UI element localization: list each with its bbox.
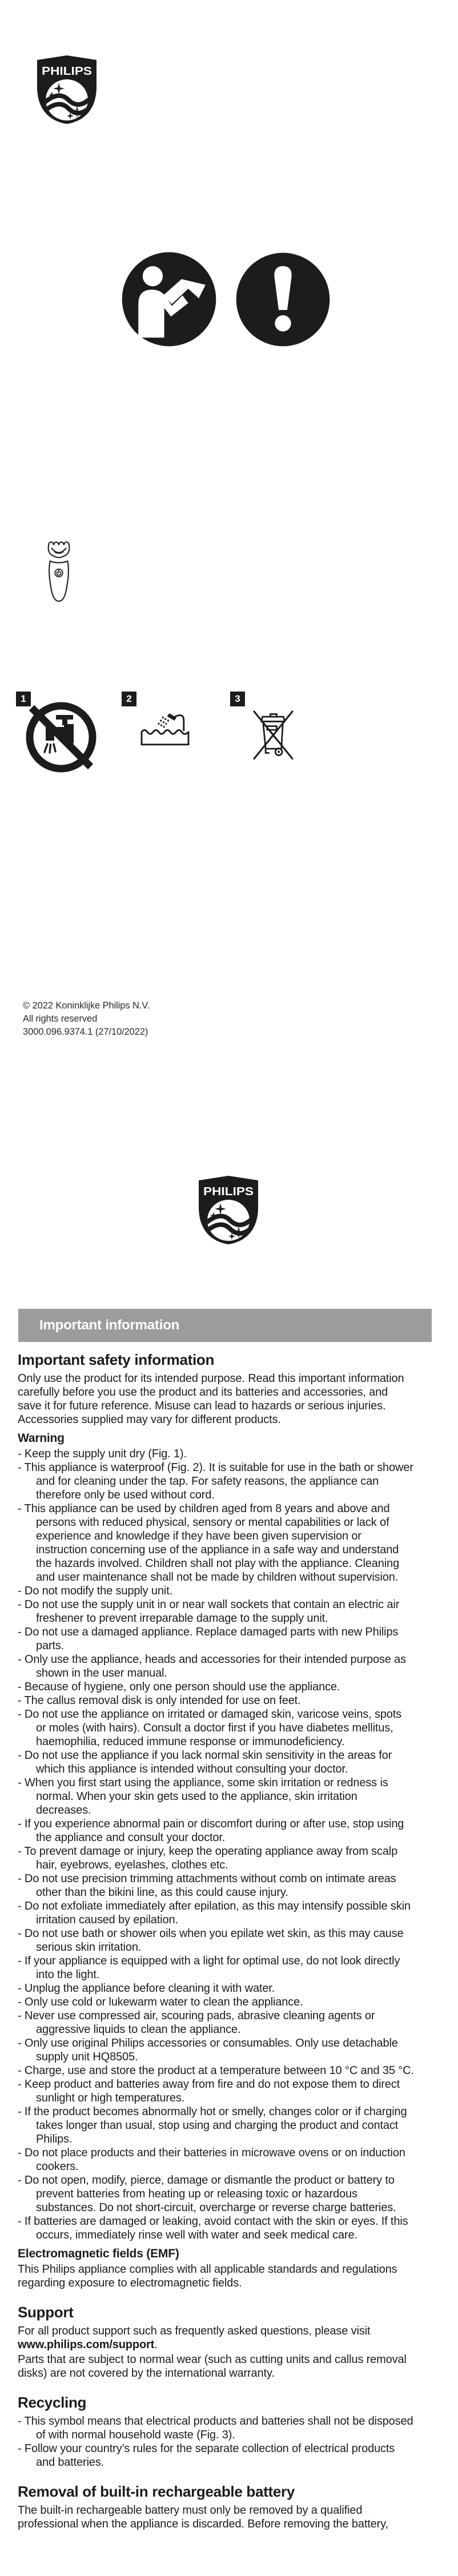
philips-logo-top	[35, 54, 99, 126]
figure-2-number: 2	[126, 693, 132, 704]
read-manual-icon	[121, 251, 217, 347]
battery-removal-body: The built-in rechargeable battery must only be removed by a qualified professional when the appliance is discarded. Before removing the battery,	[18, 2504, 388, 2530]
warning-item: - Do not modify the supply unit.	[18, 1585, 172, 1597]
safety-intro: Only use the product for its intended purpose. Read this important information carefully before you use the product and its batteries and accessories, and save it for future reference. Misuse can lead to hazards or serious injuries. Accessories supplied may vary for different products.	[18, 1372, 404, 1426]
warning-item: - When you first start using the appliance, some skin irritation or redness is normal. When your skin gets used to the appliance, skin irritation decreases.	[18, 1777, 388, 1817]
shower-head	[167, 713, 176, 721]
section-banner-label: Important information	[39, 1317, 180, 1333]
emf-body: This Philips appliance complies with all applicable standards and regulations regarding exposure to electromagnetic fields.	[18, 2263, 397, 2289]
figure-1-number: 1	[21, 693, 26, 704]
warning-item: - The callus removal disk is only intended for use on feet.	[18, 1694, 301, 1707]
warning-item: - Do not use the appliance if you lack normal skin sensitivity in the areas for which this appliance is intended without consulting your doctor.	[18, 1749, 392, 1775]
no-tap-water-icon	[24, 700, 98, 774]
support-text-end: .	[154, 2338, 158, 2351]
warranty-paragraph: Parts that are subject to normal wear (such as cutting units and callus removal disks) are not covered by the international warranty.	[18, 2353, 407, 2380]
copyright-block	[23, 999, 150, 1039]
figure-2-badge	[122, 692, 136, 706]
warning-item: - Do not use precision trimming attachments without comb on intimate areas other than the bikini line, as this could cause injury.	[18, 1872, 396, 1899]
philips-wordmark: PHILIPS	[203, 1185, 254, 1198]
support-text: For all product support such as frequently asked questions, please visit	[18, 2325, 371, 2337]
warning-list	[18, 1447, 414, 2242]
warning-item: - Do not exfoliate immediately after epilation, as this may intensify possible skin irritation caused by epilation.	[18, 1900, 411, 1926]
warning-item: - Do not use a damaged appliance. Replace damaged parts with new Philips parts.	[18, 1626, 399, 1652]
power-icon	[55, 569, 63, 577]
recycling-title: Recycling	[18, 2394, 87, 2411]
recycling-item: - This symbol means that electrical products and batteries shall not be disposed of with normal household waste (Fig. 3).	[18, 2415, 413, 2441]
battery-removal-title: Removal of built-in rechargeable battery	[18, 2483, 295, 2500]
warning-item: - If your appliance is equipped with a light for optimal use, do not look directly into the light.	[18, 1955, 400, 1981]
warning-item: - Because of hygiene, only one person should use the appliance.	[18, 1681, 340, 1693]
warning-item: - Do not open, modify, pierce, damage or dismantle the product or battery to prevent batteries from heating up or releasing toxic or hazardous substances. Do not short-circuit, overcharge or reverse charge batteries.	[18, 2174, 396, 2214]
warning-item: - To prevent damage or injury, keep the operating appliance away from scalp hair, eyebrows, eyelashes, clothes etc.	[18, 1845, 398, 1871]
weee-crossed-bin-icon	[247, 705, 299, 762]
warning-item: - Do not use the appliance on irritated or damaged skin, varicose veins, spots or moles (with hairs). Consult a doctor first if you have diabetes mellitus, haemophilia, reduced immune response or immunodeficiency.	[18, 1708, 402, 1748]
figure-3-number: 3	[235, 693, 240, 704]
figure-3-badge	[230, 692, 245, 706]
exclamation-attention-icon	[235, 252, 331, 347]
water-wave	[142, 730, 188, 734]
philips-logo-center	[196, 1174, 260, 1246]
warning-item: - If the product becomes abnormally hot or smelly, changes color or if charging takes longer than usual, stop using and charging the product and contact Philips.	[18, 2105, 407, 2145]
rights-line: All rights reserved	[23, 1014, 98, 1024]
emf-title: Electromagnetic fields (EMF)	[18, 2247, 179, 2260]
philips-wordmark: PHILIPS	[42, 65, 92, 78]
bath-shower-icon	[139, 708, 191, 755]
support-url: www.philips.com/support	[18, 2338, 155, 2351]
philips-shield-icon	[35, 54, 99, 126]
section-banner	[18, 1309, 432, 1342]
epilator-illustration	[43, 536, 74, 613]
epilation-head-opening	[51, 548, 66, 553]
copyright-line: © 2022 Koninklijke Philips N.V.	[23, 1000, 150, 1011]
warning-item: - Keep the supply unit dry (Fig. 1).	[18, 1448, 187, 1460]
spray-droplets	[158, 717, 169, 728]
warning-item: - If batteries are damaged or leaking, avoid contact with the skin or eyes. If this occurs, immediately rinse well with water and seek medical care.	[18, 2215, 408, 2241]
safety-title: Important safety information	[18, 1351, 215, 1368]
warning-item: - Only use original Philips accessories or consumables. Only use detachable supply unit HQ8505.	[18, 2037, 398, 2063]
warning-item: - Do not use bath or shower oils when you epilate wet skin, as this may cause serious skin irritation.	[18, 1927, 404, 1954]
warning-item: - Charge, use and store the product at a temperature between 10 °C and 35 °C.	[18, 2064, 414, 2077]
recycling-item: - Follow your country’s rules for the separate collection of electrical products and batteries.	[18, 2442, 395, 2469]
warning-title: Warning	[18, 1432, 65, 1445]
warning-item: - Only use cold or lukewarm water to clean the appliance.	[18, 1996, 303, 2008]
manual-text	[18, 1351, 414, 2532]
warning-item: - If you experience abnormal pain or discomfort during or after use, stop using the appliance and consult your doctor.	[18, 1818, 404, 1844]
support-paragraph	[18, 2324, 414, 2352]
warning-item: - Do not use the supply unit in or near wall sockets that contain an electric air freshener to prevent irreparable damage to the supply unit.	[18, 1598, 400, 1625]
warning-item: - This appliance can be used by children aged from 8 years and above and persons with reduced physical, sensory or mental capabilities or lack of experience and knowledge if they have been given supervision or instruction concerning use of the appliance in a safe way and understand the hazards involved. Children shall not play with the appliance. Cleaning and user maintenance shall not be made by children without supervision.	[18, 1502, 399, 1584]
support-title: Support	[18, 2304, 74, 2321]
warning-item: - Do not place products and their batteries in microwave ovens or on induction cookers.	[18, 2147, 405, 2173]
philips-shield-icon	[196, 1174, 260, 1246]
warning-item: - Only use the appliance, heads and accessories for their intended purpose as shown in the user manual.	[18, 1653, 406, 1679]
warning-item: - This appliance is waterproof (Fig. 2). It is suitable for use in the bath or shower and for cleaning under the tap. For safety reasons, the appliance can therefore only be used without cord.	[18, 1461, 413, 1501]
document-code-line: 3000.096.9374.1 (27/10/2022)	[23, 1027, 148, 1037]
warning-item: - Never use compressed air, scouring pads, abrasive cleaning agents or aggressive liquids to clean the appliance.	[18, 2010, 375, 2036]
warning-item: - Keep product and batteries away from fire and do not expose them to direct sunlight or high temperatures.	[18, 2078, 400, 2104]
warning-item: - Unplug the appliance before cleaning it with water.	[18, 1982, 275, 1995]
